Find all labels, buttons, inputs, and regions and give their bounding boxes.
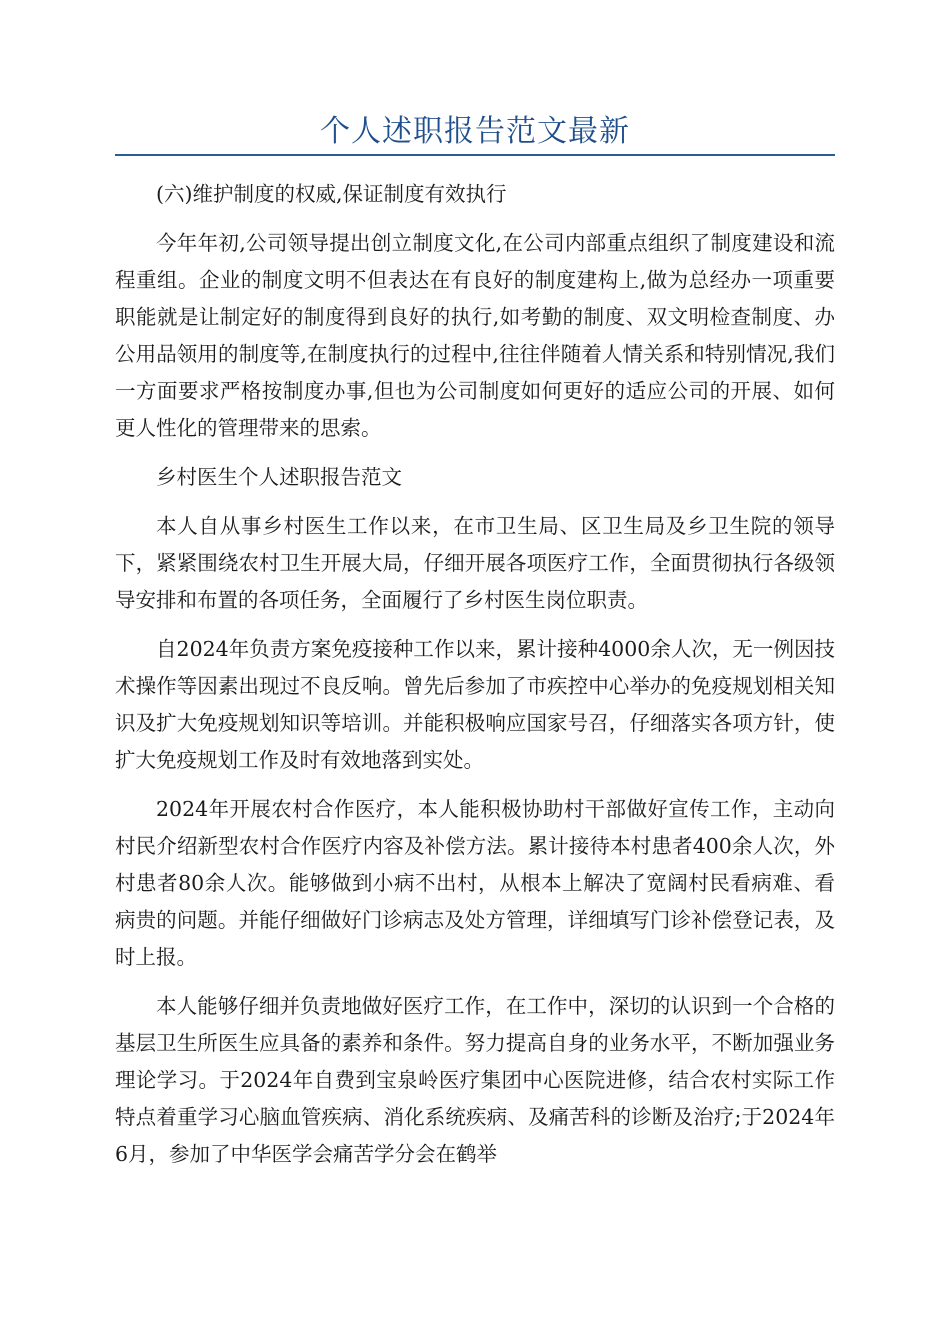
paragraph: 自2024年负责方案免疫接种工作以来，累计接种4000余人次，无一例因技术操作等因素出现过不良反响。曾先后参加了市疾控中心举办的免疫规划相关知识及扩大免疫规划知识等培训。并能积极响应国家号召，仔细落实各项方针，使扩大免疫规划工作及时有效地落到实处。 — [115, 637, 835, 772]
paragraph-section-heading: (六)维护制度的权威,保证制度有效执行 — [156, 182, 507, 206]
document-body — [115, 176, 835, 1185]
paragraph: 本人自从事乡村医生工作以来，在市卫生局、区卫生局及乡卫生院的领导下，紧紧围绕农村卫生开展大局，仔细开展各项医疗工作，全面贯彻执行各级领导安排和布置的各项任务，全面履行了乡村医生岗位职责。 — [115, 514, 835, 612]
document-title: 个人述职报告范文最新 — [320, 114, 630, 149]
paragraph: 今年年初,公司领导提出创立制度文化,在公司内部重点组织了制度建设和流程重组。企业的制度文明不但表达在有良好的制度建构上,做为总经办一项重要职能就是让制定好的制度得到良好的执行,如考勤的制度、双文明检查制度、办公用品领用的制度等,在制度执行的过程中,往往伴随着人情关系和特别情况,我们一方面要求严格按制度办事,但也为公司制度如何更好的适应公司的开展、如何更人性化的管理带来的思索。 — [115, 231, 835, 440]
paragraph: 本人能够仔细并负责地做好医疗工作，在工作中，深切的认识到一个合格的基层卫生所医生应具备的素养和条件。努力提高自身的业务水平，不断加强业务理论学习。于2024年自费到宝泉岭医疗集团中心医院进修，结合农村实际工作特点着重学习心脑血管疾病、消化系统疾病、及痛苦科的诊断及治疗;于2024年6月，参加了中华医学会痛苦学分会在鹤举 — [115, 994, 835, 1166]
paragraph-subtitle: 乡村医生个人述职报告范文 — [156, 465, 402, 489]
title-underline — [115, 154, 835, 156]
paragraph: 2024年开展农村合作医疗，本人能积极协助村干部做好宣传工作，主动向村民介绍新型农村合作医疗内容及补偿方法。累计接待本村患者400余人次，外村患者80余人次。能够做到小病不出村，从根本上解决了宽阔村民看病难、看病贵的问题。并能仔细做好门诊病志及处方管理，详细填写门诊补偿登记表，及时上报。 — [115, 797, 835, 969]
